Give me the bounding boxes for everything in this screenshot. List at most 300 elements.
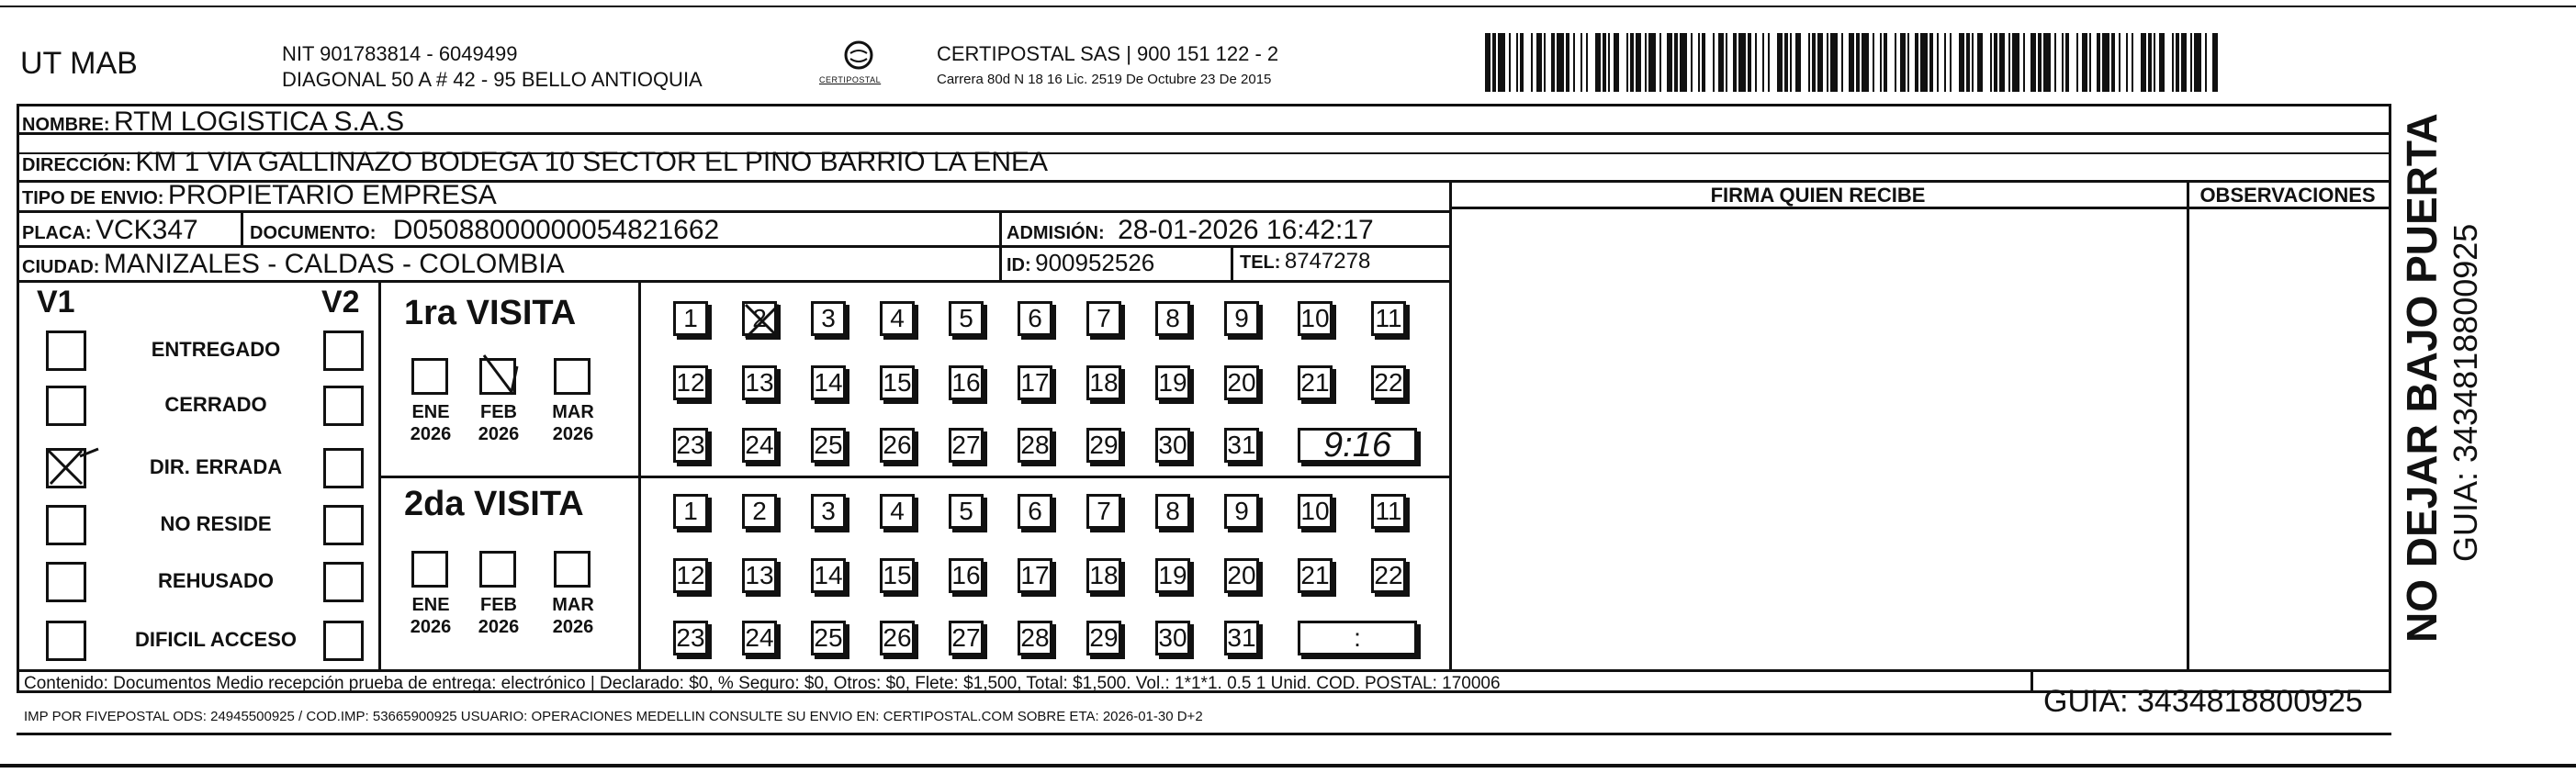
day-number: 29 <box>1089 431 1119 459</box>
barcode-bar <box>1551 33 1555 92</box>
day-number: 10 <box>1300 304 1330 332</box>
barcode-bar <box>2141 33 2146 92</box>
barcode-bar <box>1907 33 1909 92</box>
barcode-bar <box>1573 33 1575 92</box>
side-warning: NO DEJAR BAJO PUERTA <box>2398 113 2446 643</box>
day-number: 28 <box>1020 623 1050 652</box>
month-label: FEB <box>480 402 517 422</box>
barcode-bar <box>1516 33 1518 92</box>
barcode-bar <box>1817 33 1823 92</box>
day-number: 6 <box>1028 304 1042 332</box>
day-cell[interactable] <box>742 428 777 463</box>
tel-label: TEL: <box>1240 252 1281 273</box>
day-cell[interactable] <box>1018 494 1052 529</box>
barcode-bar <box>2102 33 2109 92</box>
day-cell[interactable] <box>742 365 777 400</box>
day-cell[interactable] <box>811 365 846 400</box>
barcode-bar <box>1648 33 1656 92</box>
day-cell[interactable] <box>1224 428 1259 463</box>
day-cell[interactable] <box>1018 621 1052 655</box>
day-number: 9 <box>1234 497 1249 525</box>
admision-value: 28-01-2026 16:42:17 <box>1118 215 1374 245</box>
day-cell[interactable] <box>742 621 777 655</box>
status-label: REHUSADO <box>158 569 274 592</box>
barcode-bar <box>2181 33 2187 92</box>
day-cell[interactable] <box>1155 365 1190 400</box>
rule <box>999 210 1002 280</box>
rule <box>2389 180 2391 693</box>
id-cell <box>1007 249 1154 277</box>
day-number: 16 <box>951 368 981 397</box>
day-number: 31 <box>1227 431 1256 459</box>
rule <box>241 210 243 245</box>
documento-cell <box>250 215 719 246</box>
v2-checkbox[interactable] <box>323 330 364 371</box>
barcode-bar <box>1856 33 1860 92</box>
barcode-bar <box>2023 33 2025 92</box>
day-number: 21 <box>1300 368 1330 397</box>
rule <box>2389 104 2391 183</box>
day-cell[interactable] <box>880 621 915 655</box>
year-label: 2026 <box>478 617 520 637</box>
barcode-bar <box>1929 33 1933 92</box>
barcode-bar <box>1884 33 1887 92</box>
day-cell[interactable] <box>811 621 846 655</box>
barcode-bar <box>2172 33 2174 92</box>
day-cell[interactable] <box>949 494 984 529</box>
time-value: : <box>1354 623 1361 652</box>
month-label: ENE <box>411 402 450 422</box>
month-label: ENE <box>411 595 450 615</box>
month-checkbox[interactable] <box>554 551 591 588</box>
year-label: 2026 <box>410 617 452 637</box>
day-number: 27 <box>951 623 981 652</box>
v2-header: V2 <box>321 285 360 319</box>
barcode-bar <box>1990 33 1992 92</box>
day-number: 16 <box>951 561 981 589</box>
day-number: 25 <box>814 623 843 652</box>
month-checkbox[interactable] <box>479 551 516 588</box>
tel-cell <box>1240 249 1370 274</box>
day-number: 9 <box>1234 304 1249 332</box>
v2-checkbox[interactable] <box>323 386 364 426</box>
rule <box>17 280 1449 283</box>
barcode-bar <box>1784 33 1788 92</box>
day-number: 17 <box>1020 368 1050 397</box>
v1-checkbox[interactable] <box>46 621 86 661</box>
day-number: 13 <box>745 561 774 589</box>
barcode-bar <box>1812 33 1816 92</box>
barcode-bar <box>1977 33 1983 92</box>
day-number: 26 <box>883 431 912 459</box>
firma-header: FIRMA QUIEN RECIBE <box>1710 184 1926 207</box>
day-cell[interactable] <box>811 301 846 336</box>
month-checkbox[interactable] <box>411 358 448 395</box>
barcode-bar <box>1702 33 1705 92</box>
barcode-bar <box>1748 33 1751 92</box>
rule <box>1231 245 1233 280</box>
day-cell[interactable] <box>1224 558 1259 593</box>
barcode-bar <box>1937 33 1939 92</box>
day-cell[interactable] <box>1086 558 1121 593</box>
day-number: 2 <box>752 497 767 525</box>
top-edge <box>0 6 2576 7</box>
day-number: 3 <box>821 304 836 332</box>
day-cell[interactable] <box>1371 558 1406 593</box>
barcode-bar <box>2030 33 2036 92</box>
day-cell[interactable] <box>1155 621 1190 655</box>
placa-value: VCK347 <box>96 215 198 245</box>
check-mark-icon <box>478 352 524 398</box>
barcode-bar <box>1566 33 1569 92</box>
month-checkbox[interactable] <box>479 358 516 395</box>
day-number: 1 <box>683 304 698 332</box>
day-number: 29 <box>1089 623 1119 652</box>
day-number: 15 <box>883 561 912 589</box>
day-cell[interactable] <box>742 494 777 529</box>
barcode-bar <box>1966 33 1970 92</box>
day-cell[interactable] <box>1155 558 1190 593</box>
day-number: 25 <box>814 431 843 459</box>
barcode-bar <box>1674 33 1678 92</box>
day-number: 17 <box>1020 561 1050 589</box>
day-number: 26 <box>883 623 912 652</box>
barcode-bar <box>1873 33 1874 92</box>
rule <box>17 104 19 693</box>
barcode-bar <box>1830 33 1838 92</box>
day-number: 5 <box>959 304 973 332</box>
day-number: 19 <box>1158 561 1187 589</box>
direccion-row <box>22 147 1048 178</box>
tel-value: 8747278 <box>1284 249 1371 274</box>
v2-checkbox[interactable] <box>323 448 364 488</box>
ciudad-label: CIUDAD: <box>22 257 100 277</box>
time-value: 9:16 <box>1323 425 1391 465</box>
barcode-bar <box>1509 33 1511 92</box>
time-box[interactable] <box>1298 621 1417 655</box>
barcode-bar <box>1595 33 1601 92</box>
day-cell[interactable] <box>880 301 915 336</box>
day-number: 30 <box>1158 623 1187 652</box>
barcode-bar <box>1738 33 1746 92</box>
day-cell[interactable] <box>949 365 984 400</box>
nombre-label: NOMBRE: <box>22 115 110 135</box>
day-number: 7 <box>1097 497 1111 525</box>
day-cell[interactable] <box>1298 301 1333 336</box>
barcode-bar <box>2038 33 2042 92</box>
day-number: 27 <box>951 431 981 459</box>
day-cell[interactable] <box>742 301 777 336</box>
barcode-bar <box>1950 33 1952 92</box>
status-label: DIFICIL ACCESO <box>134 628 297 651</box>
tipo-value: PROPIETARIO EMPRESA <box>167 180 497 210</box>
day-cell[interactable] <box>1086 301 1121 336</box>
day-number: 28 <box>1020 431 1050 459</box>
day-number: 2 <box>752 304 767 332</box>
day-cell[interactable] <box>949 301 984 336</box>
observaciones-header: OBSERVACIONES <box>2199 184 2376 207</box>
day-cell[interactable] <box>880 494 915 529</box>
tipo-label: TIPO DE ENVIO: <box>22 188 164 208</box>
barcode-bar <box>1895 33 1896 92</box>
admision-label: ADMISIÓN: <box>1007 223 1105 243</box>
day-cell[interactable] <box>1155 428 1190 463</box>
barcode-bar <box>1733 33 1737 92</box>
day-number: 22 <box>1374 561 1403 589</box>
day-cell[interactable] <box>1086 365 1121 400</box>
day-cell[interactable] <box>1018 558 1052 593</box>
v1-checkbox[interactable] <box>46 330 86 371</box>
barcode-bar <box>1520 33 1524 92</box>
day-number: 18 <box>1089 368 1119 397</box>
day-cell[interactable] <box>1224 494 1259 529</box>
day-cell[interactable] <box>1224 365 1259 400</box>
barcode-bar <box>2132 33 2133 92</box>
barcode-bar <box>2097 33 2100 92</box>
day-cell[interactable] <box>949 428 984 463</box>
admision-cell <box>1007 215 1374 246</box>
day-cell[interactable] <box>811 558 846 593</box>
day-number: 8 <box>1165 497 1180 525</box>
day-cell[interactable] <box>949 621 984 655</box>
barcode-bar <box>1841 33 1843 92</box>
contenido-line: Contenido: Documentos Medio recepción prueba de entrega: electrónico | Declarado: $0, % Seguro: $0, Otros: $0, Flete: $1,500, Total: $1,500. Vol.: 1*1*1. 0.5 1 Unid. COD. POSTAL: 170006 <box>24 674 1501 693</box>
barcode-bar <box>2082 33 2087 92</box>
day-cell[interactable] <box>1086 621 1121 655</box>
day-number: 21 <box>1300 561 1330 589</box>
v2-checkbox[interactable] <box>323 621 364 661</box>
day-number: 12 <box>676 368 705 397</box>
day-cell[interactable] <box>742 558 777 593</box>
day-cell[interactable] <box>1018 301 1052 336</box>
v1-checkbox[interactable] <box>46 386 86 426</box>
barcode-bar <box>1498 33 1505 92</box>
barcode-bar <box>2008 33 2010 92</box>
day-cell[interactable] <box>1018 365 1052 400</box>
barcode-bar <box>1626 33 1628 92</box>
day-cell[interactable] <box>673 428 708 463</box>
nit: NIT 901783814 - 6049499 <box>282 42 518 65</box>
v1-header: V1 <box>37 285 75 319</box>
day-cell[interactable] <box>880 365 915 400</box>
barcode-bar <box>1614 33 1619 92</box>
barcode-bar <box>1755 33 1757 92</box>
barcode-bar <box>1726 33 1727 92</box>
day-number: 14 <box>814 368 843 397</box>
barcode-bar <box>2065 33 2069 92</box>
barcode-bar <box>2126 33 2128 92</box>
day-cell[interactable] <box>1298 494 1333 529</box>
v2-checkbox[interactable] <box>323 562 364 602</box>
barcode-bar <box>2194 33 2201 92</box>
day-cell[interactable] <box>1371 301 1406 336</box>
day-cell[interactable] <box>949 558 984 593</box>
day-cell[interactable] <box>673 365 708 400</box>
day-number: 24 <box>745 623 774 652</box>
barcode-bar <box>1762 33 1764 92</box>
day-cell[interactable] <box>673 558 708 593</box>
barcode-bar <box>1849 33 1854 92</box>
documento-label: DOCUMENTO: <box>250 223 377 243</box>
day-cell[interactable] <box>1298 365 1333 400</box>
day-number: 15 <box>883 368 912 397</box>
day-number: 14 <box>814 561 843 589</box>
barcode-bar <box>2054 33 2056 92</box>
day-number: 4 <box>890 497 905 525</box>
id-value: 900952526 <box>1035 249 1155 276</box>
logo-text: CERTIPOSTAL <box>819 75 882 84</box>
day-number: 3 <box>821 497 836 525</box>
barcode-bar <box>1645 33 1647 92</box>
day-cell[interactable] <box>1155 494 1190 529</box>
barcode-bar <box>2154 33 2155 92</box>
month-label: MAR <box>552 402 594 422</box>
barcode-bar <box>1768 33 1770 92</box>
barcode-bar <box>1698 33 1700 92</box>
day-number: 31 <box>1227 623 1256 652</box>
day-cell[interactable] <box>673 494 708 529</box>
day-number: 11 <box>1375 497 1402 525</box>
month-label: MAR <box>552 595 594 615</box>
x-mark-icon <box>742 301 782 342</box>
direccion-label: DIRECCIÓN: <box>22 155 131 175</box>
day-cell[interactable] <box>673 301 708 336</box>
day-number: 1 <box>683 497 698 525</box>
day-number: 22 <box>1374 368 1403 397</box>
barcode-bar <box>1586 33 1588 92</box>
id-label: ID: <box>1007 255 1031 275</box>
barcode-bar <box>1900 33 1906 92</box>
barcode-bar <box>1944 33 1946 92</box>
day-number: 18 <box>1089 561 1119 589</box>
barcode-bar <box>1718 33 1724 92</box>
day-number: 5 <box>959 497 973 525</box>
day-number: 13 <box>745 368 774 397</box>
barcode-bar <box>1795 33 1801 92</box>
day-number: 30 <box>1158 431 1187 459</box>
day-cell[interactable] <box>1298 558 1333 593</box>
day-number: 20 <box>1227 368 1256 397</box>
barcode-bar <box>1691 33 1693 92</box>
day-cell[interactable] <box>1371 494 1406 529</box>
barcode-bar <box>1994 33 1997 92</box>
day-number: 11 <box>1375 304 1402 332</box>
v1-checkbox[interactable] <box>46 448 86 488</box>
direccion-value: KM 1 VIA GALLINAZO BODEGA 10 SECTOR EL PINO BARRIO LA ENEA <box>135 147 1049 177</box>
day-cell[interactable] <box>673 621 708 655</box>
barcode-bar <box>1603 33 1606 92</box>
barcode-bar <box>1636 33 1641 92</box>
day-cell[interactable] <box>811 494 846 529</box>
status-label: NO RESIDE <box>160 512 272 535</box>
barcode-bar <box>2212 33 2218 92</box>
barcode-bar <box>2043 33 2051 92</box>
barcode-bar <box>1536 33 1542 92</box>
status-label: CERRADO <box>164 393 267 416</box>
day-cell[interactable] <box>1155 301 1190 336</box>
v1-checkbox[interactable] <box>46 505 86 545</box>
ciudad-value: MANIZALES - CALDAS - COLOMBIA <box>103 249 565 279</box>
day-number: 7 <box>1097 304 1111 332</box>
status-label: DIR. ERRADA <box>149 455 283 478</box>
barcode-bar <box>2076 33 2078 92</box>
barcode-bar <box>2062 33 2064 92</box>
day-cell[interactable] <box>1018 428 1052 463</box>
month-checkbox[interactable] <box>554 358 591 395</box>
month-label: FEB <box>480 595 517 615</box>
barcode <box>1485 33 2215 92</box>
barcode-bar <box>2089 33 2091 92</box>
day-cell[interactable] <box>1224 301 1259 336</box>
day-cell[interactable] <box>1086 428 1121 463</box>
day-number: 20 <box>1227 561 1256 589</box>
barcode-bar <box>2111 33 2115 92</box>
first-visit-title: 1ra VISITA <box>404 294 577 332</box>
day-cell[interactable] <box>880 558 915 593</box>
barcode-bar <box>1492 33 1496 92</box>
barcode-bar <box>2159 33 2165 92</box>
barcode-bar <box>1790 33 1792 92</box>
barcode-bar <box>1667 33 1672 92</box>
nombre-row <box>22 106 404 138</box>
rule <box>2030 669 2033 693</box>
year-label: 2026 <box>478 424 520 444</box>
bottom-edge <box>0 764 2576 767</box>
month-checkbox[interactable] <box>411 551 448 588</box>
barcode-bar <box>2148 33 2152 92</box>
day-number: 4 <box>890 304 905 332</box>
barcode-bar <box>1531 33 1533 92</box>
rule <box>1449 180 1452 669</box>
rule <box>378 476 1449 478</box>
barcode-bar <box>2190 33 2192 92</box>
barcode-bar <box>1659 33 1661 92</box>
barcode-bar <box>2119 33 2120 92</box>
barcode-bar <box>1959 33 1964 92</box>
placa-label: PLACA: <box>22 223 92 243</box>
documento-value: D05088000000054821662 <box>392 215 720 245</box>
barcode-bar <box>1680 33 1687 92</box>
barcode-bar <box>1862 33 1869 92</box>
v1-checkbox[interactable] <box>46 562 86 602</box>
carrier-info: CERTIPOSTAL SAS | 900 151 122 - 2 <box>937 42 1279 65</box>
time-box[interactable] <box>1298 425 1417 465</box>
barcode-bar <box>1777 33 1783 92</box>
barcode-bar <box>2012 33 2019 92</box>
rule <box>17 669 2391 672</box>
barcode-bar <box>1808 33 1810 92</box>
day-number: 23 <box>676 431 705 459</box>
day-number: 8 <box>1165 304 1180 332</box>
barcode-bar <box>1999 33 2005 92</box>
barcode-bar <box>1713 33 1715 92</box>
side-guia: GUIA: 3434818800925 <box>2447 223 2484 562</box>
barcode-bar <box>1827 33 1828 92</box>
x-mark-icon <box>45 447 100 487</box>
nombre-value: RTM LOGISTICA S.A.S <box>114 106 405 137</box>
day-cell[interactable] <box>1086 494 1121 529</box>
barcode-bar <box>1608 33 1610 92</box>
day-cell[interactable] <box>1371 365 1406 400</box>
barcode-bar <box>1880 33 1882 92</box>
day-cell[interactable] <box>811 428 846 463</box>
v2-checkbox[interactable] <box>323 505 364 545</box>
barcode-bar <box>1544 33 1546 92</box>
day-cell[interactable] <box>880 428 915 463</box>
barcode-bar <box>1920 33 1928 92</box>
day-cell[interactable] <box>1224 621 1259 655</box>
rule <box>638 280 641 669</box>
